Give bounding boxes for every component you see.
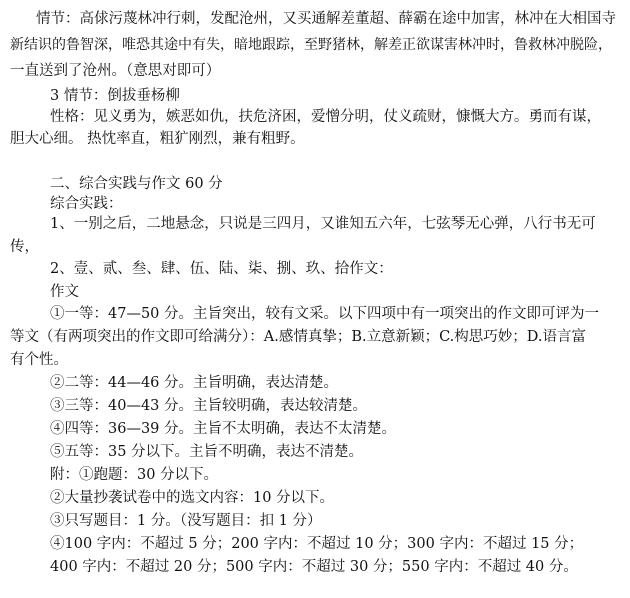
character-line-1: 性格：见义勇为，嫉恶如仇，扶危济困，爱憎分明，仗义疏财，慷慨大方。勇而有谋， bbox=[50, 109, 601, 125]
grade-1-line-1: ①一等：47—50 分。主旨突出，较有文采。以下四项中有一项突出的作文即可评为一 bbox=[50, 306, 600, 322]
plot-paragraph-line-1: 情节：高俅污蔑林冲行刺，发配沧州，又买通解差董超、薛霸在途中加害，林冲在大相国寺 bbox=[36, 11, 616, 27]
practice-item-1-line-2: 传， bbox=[10, 239, 39, 255]
grade-5-line: ⑤五等：35 分以下。主旨不明确，表达不清楚。 bbox=[50, 444, 364, 460]
grade-4-line: ④四等：36—39 分。主旨不太明确，表达不太清楚。 bbox=[50, 421, 397, 437]
section-2-title: 二、综合实践与作文 60 分 bbox=[50, 176, 223, 192]
plot-paragraph-line-3: 一直送到了沧州。（意思对即可） bbox=[10, 63, 221, 79]
grade-1-line-2: 等文（有两项突出的作文即可给满分）：A.感情真挚；B.立意新颖；C.构思巧妙；D.语言富 bbox=[10, 329, 586, 345]
appendix-4-line-2: 400 字内：不超过 20 分；500 字内：不超过 30 分；550 字内：不超过 40 分。 bbox=[50, 559, 578, 575]
character-line-2: 胆大心细。 热忱率直，粗犷刚烈，兼有粗野。 bbox=[10, 131, 305, 147]
practice-item-2: 2、壹、贰、叁、肆、伍、陆、柒、捌、玖、拾作文： bbox=[50, 261, 393, 277]
grade-3-line: ③三等：40—43 分。主旨较明确，表达较清楚。 bbox=[50, 398, 368, 414]
appendix-4-line-1: ④100 字内：不超过 5 分；200 字内：不超过 10 分；300 字内：不超过 15 分； bbox=[50, 536, 584, 552]
grade-2-line: ②二等：44—46 分。主旨明确，表达清楚。 bbox=[50, 375, 339, 391]
practice-title: 综合实践： bbox=[50, 196, 123, 212]
grade-1-line-3: 有个性。 bbox=[10, 352, 68, 368]
practice-item-1-line-1: 1、一别之后，二地悬念，只说是三四月，又谁知五六年，七弦琴无心弹，八行书无可 bbox=[50, 216, 596, 232]
plot-3-line: 3 情节：倒拔垂杨柳 bbox=[50, 88, 180, 104]
essay-title: 作文 bbox=[50, 284, 79, 300]
appendix-3-line: ③只写题目：1 分。（没写题目：扣 1 分） bbox=[50, 513, 322, 529]
appendix-1-line: 附：①跑题：30 分以下。 bbox=[50, 467, 219, 483]
plot-paragraph-line-2: 新结识的鲁智深，唯恐其途中有失，暗地跟踪，至野猪林，解差正欲谋害林冲时，鲁救林冲脱险， bbox=[10, 37, 612, 53]
appendix-2-line: ②大量抄袭试卷中的选文内容：10 分以下。 bbox=[50, 490, 335, 506]
